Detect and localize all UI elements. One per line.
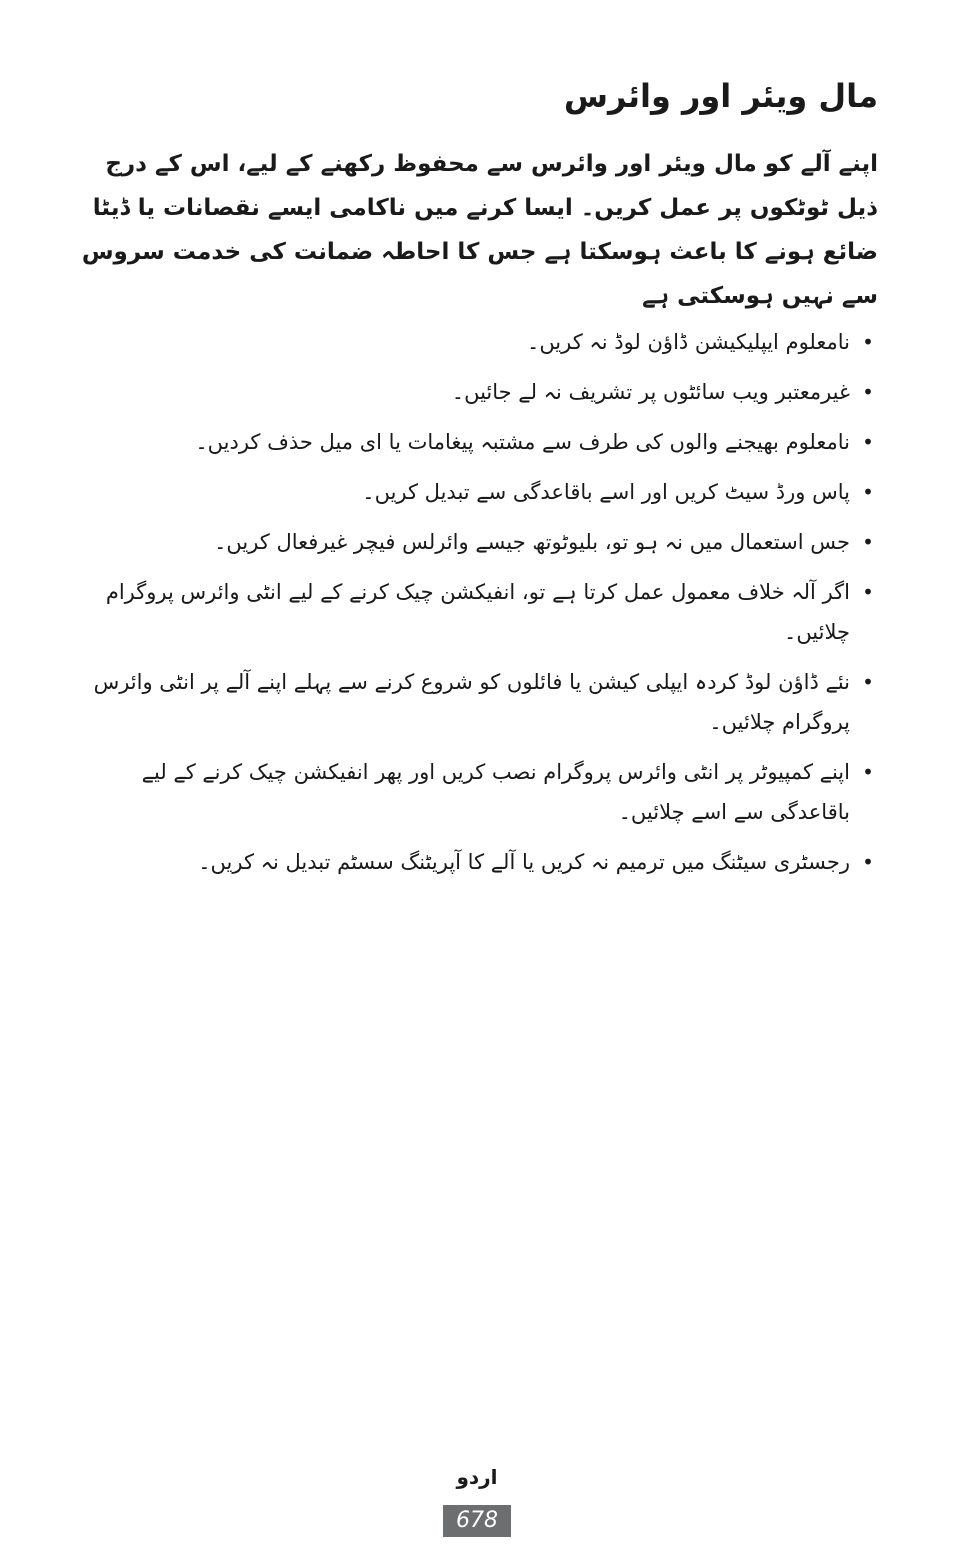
bullet-list xyxy=(68,322,878,892)
bullet-item xyxy=(68,322,878,362)
bullet-item xyxy=(68,572,878,652)
intro-paragraph: اپنے آلے کو مال ویئر اور وائرس سے محفوظ رکھنے کے لیے، اس کے درج ذیل ٹوٹکوں پر عمل کریں۔ ایسا کرنے میں ناکامی ایسے نقصانات یا ڈیٹا ضائع ہونے کا باعث ہوسکتا ہے جس کا احاطہ ضمانت کی خدمت سروس سے نہیں ہوسکتی ہے xyxy=(81,151,878,309)
bullet-text: رجسٹری سیٹنگ میں ترمیم نہ کریں یا آلے کا آپریٹنگ سسٹم تبدیل نہ کریں۔ xyxy=(198,850,850,874)
bullet-icon: • xyxy=(862,380,874,404)
bullet-text: اگر آلہ خلاف معمول عمل کرتا ہے تو، انفیکشن چیک کرنے کے لیے انٹی وائرس پروگرام چلائیں۔ xyxy=(105,580,850,644)
bullet-item xyxy=(68,522,878,562)
bullet-icon: • xyxy=(862,580,874,604)
footer-language-label: اردو xyxy=(456,1465,498,1489)
bullet-icon: • xyxy=(862,670,874,694)
bullet-item xyxy=(68,842,878,882)
bullet-icon: • xyxy=(862,330,874,354)
bullet-icon: • xyxy=(862,530,874,554)
bullet-item xyxy=(68,422,878,462)
bullet-item xyxy=(68,662,878,742)
bullet-icon: • xyxy=(862,480,874,504)
bullet-item xyxy=(68,372,878,412)
bullet-text: جس استعمال میں نہ ہو تو، بلیوٹوتھ جیسے وائرلس فیچر غیرفعال کریں۔ xyxy=(214,530,850,554)
bullet-text: غیرمعتبر ویب سائٹوں پر تشریف نہ لے جائیں۔ xyxy=(451,380,850,404)
bullet-item xyxy=(68,752,878,832)
bullet-text: اپنے کمپیوٹر پر انٹی وائرس پروگرام نصب کریں اور پھر انفیکشن چیک کرنے کے لیے باقاعدگی سے اسے چلائیں۔ xyxy=(141,760,850,824)
section-title: مال ویئر اور وائرس xyxy=(563,77,878,115)
bullet-text: نامعلوم بھیجنے والوں کی طرف سے مشتبہ پیغامات یا ای میل حذف کردیں۔ xyxy=(195,430,850,454)
bullet-icon: • xyxy=(862,850,874,874)
bullet-item xyxy=(68,472,878,512)
bullet-icon: • xyxy=(862,430,874,454)
bullet-icon: • xyxy=(862,760,874,784)
page-number-badge xyxy=(443,1505,511,1537)
bullet-text: نئے ڈاؤن لوڈ کردہ ایپلی کیشن یا فائلوں کو شروع کرنے سے پہلے اپنے آلے پر انٹی وائرس پروگرام چلائیں۔ xyxy=(93,670,850,734)
page-number: 678 xyxy=(456,1508,498,1533)
bullet-text: نامعلوم ایپلیکیشن ڈاؤن لوڈ نہ کریں۔ xyxy=(527,330,850,354)
bullet-text: پاس ورڈ سیٹ کریں اور اسے باقاعدگی سے تبدیل کریں۔ xyxy=(362,480,850,504)
